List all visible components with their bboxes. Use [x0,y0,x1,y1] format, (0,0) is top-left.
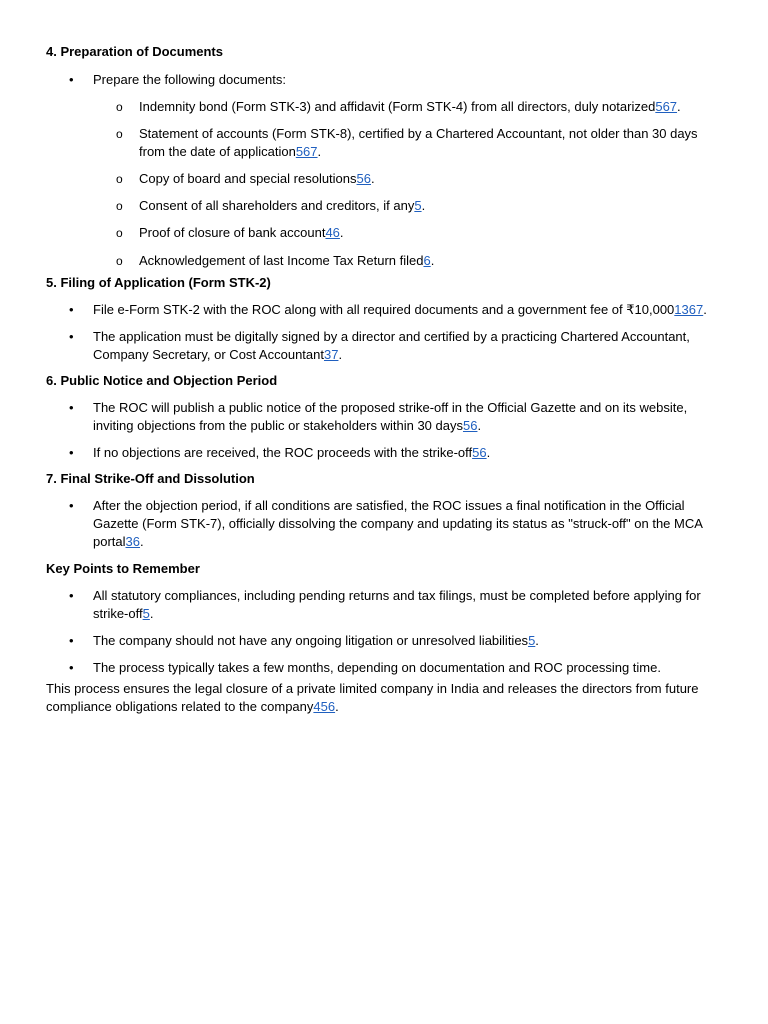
list-item: • If no objections are received, the ROC proceeds with the strike-off56. [46,444,718,462]
item-text: The application must be digitally signed by a director and certified by a practicing Chartered Accountant, Company Secretary, or Cost Accountant [93,329,690,362]
section4-intro: Prepare the following documents: [93,72,286,87]
citation-link[interactable]: 46 [325,225,340,240]
citation-link[interactable]: 567 [295,144,318,159]
section4-list [46,71,718,270]
item-text: The process typically takes a few months, depending on documentation and ROC processing time. [93,660,661,675]
item-text: Statement of accounts (Form STK-8), certified by a Chartered Accountant, not older than 30 days from the date of application [139,126,698,159]
citation-link[interactable]: 456 [313,699,336,714]
sub-list-item: o Statement of accounts (Form STK-8), certified by a Chartered Accountant, not older than 30 days from the date of application567. [46,125,718,161]
citation-link[interactable]: 36 [125,534,140,549]
list-item: • The company should not have any ongoing litigation or unresolved liabilities5. [46,632,718,650]
section4-heading: 4. Preparation of Documents [46,44,223,59]
sub-list-item: o Proof of closure of bank account46. [46,224,718,242]
list-item [46,659,718,677]
list-item: • All statutory compliances, including pending returns and tax filings, must be completed before applying for strike-off5. [46,587,718,623]
citation-link[interactable]: 56 [356,171,371,186]
item-text: If no objections are received, the ROC proceeds with the strike-off [93,445,473,460]
section7-heading: 7. Final Strike-Off and Dissolution [46,471,255,486]
item-text: Proof of closure of bank account [139,225,326,240]
citation-link[interactable]: 6 [423,253,431,268]
section6-heading: 6. Public Notice and Objection Period [46,373,278,388]
citation-link[interactable]: 56 [472,445,487,460]
list-item: • The application must be digitally signed by a director and certified by a practicing Chartered Accountant, Company Secretary, or Cost Accountant37. [46,328,718,364]
citation-link[interactable]: 567 [655,99,678,114]
conclusion-paragraph: This process ensures the legal closure of a private limited company in India and releases the directors from future compliance obligations related to the company456. [46,681,699,714]
citation-link[interactable]: 37 [323,347,339,362]
section5-list [46,301,718,364]
item-text: Consent of all shareholders and creditors, if any [139,198,415,213]
list-item: • File e-Form STK-2 with the ROC along with all required documents and a government fee of ₹10,0001367. [46,301,718,319]
sub-list-item: o Indemnity bond (Form STK-3) and affidavit (Form STK-4) from all directors, duly notarized567. [46,98,718,116]
list-item [46,71,718,270]
citation-link[interactable]: 1367 [674,302,704,317]
section7-list [46,497,718,551]
sub-list-item: o Copy of board and special resolutions56. [46,170,718,188]
item-text: The company should not have any ongoing litigation or unresolved liabilities [93,633,529,648]
item-text: Indemnity bond (Form STK-3) and affidavit (Form STK-4) from all directors, duly notarized [139,99,656,114]
sub-list-item: o Consent of all shareholders and creditors, if any5. [46,197,718,215]
list-item: • The ROC will publish a public notice of the proposed strike-off in the Official Gazette and on its website, inviting objections from the public or stakeholders within 30 days56. [46,399,718,435]
citation-link[interactable]: 56 [462,418,478,433]
citation-link[interactable]: 5 [142,606,150,621]
sub-list-item: o Acknowledgement of last Income Tax Return filed6. [46,252,718,270]
section5-heading: 5. Filing of Application (Form STK-2) [46,275,271,290]
key-points-heading: Key Points to Remember [46,561,200,576]
section6-list [46,399,718,462]
section4-sublist [46,98,718,270]
key-points-list [46,587,718,677]
conclusion-text: This process ensures the legal closure of a private limited company in India and releases the directors from future compliance obligations related to the company [46,681,699,714]
item-text: The ROC will publish a public notice of the proposed strike-off in the Official Gazette and on its website, inviting objections from the public or stakeholders within 30 days [93,400,688,433]
list-item: • After the objection period, if all conditions are satisfied, the ROC issues a final notification in the Official Gazette (Form STK-7), officially dissolving the company and updating its status as "struck-off" on the MCA portal36. [46,497,718,551]
item-text: All statutory compliances, including pending returns and tax filings, must be completed before applying for strike-off [93,588,701,621]
document-content [46,43,718,716]
item-text: File e-Form STK-2 with the ROC along with all required documents and a government fee of ₹10,000 [93,302,675,317]
citation-link[interactable]: 5 [528,633,536,648]
citation-link[interactable]: 5 [414,198,422,213]
item-text: After the objection period, if all conditions are satisfied, the ROC issues a final notification in the Official Gazette (Form STK-7), officially dissolving the company and updating its status as "struck-off" on the MCA portal [93,498,703,549]
item-text: Copy of board and special resolutions [139,171,357,186]
item-text: Acknowledgement of last Income Tax Return filed [139,253,424,268]
